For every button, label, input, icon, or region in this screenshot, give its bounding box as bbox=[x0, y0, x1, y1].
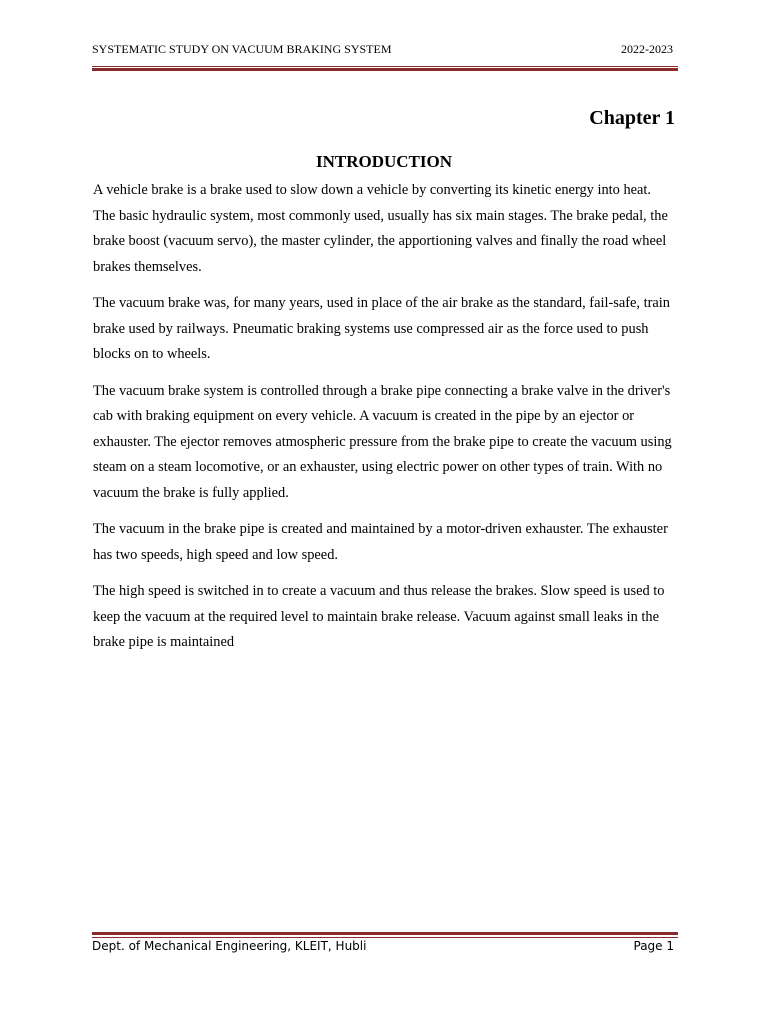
body-text bbox=[93, 178, 676, 667]
chapter-label: Chapter 1 bbox=[589, 107, 675, 129]
paragraph-4: The vacuum in the brake pipe is created and maintained by a motor-driven exhauster. The exhauster has two speeds, high speed and low speed. bbox=[93, 521, 668, 563]
paragraph-3: The vacuum brake system is controlled through a brake pipe connecting a brake valve in the driver's cab with braking equipment on every vehicle. A vacuum is created in the pipe by an ejector or exhauster. The ejector removes atmospheric pressure from the brake pipe to create the vacuum using steam on a steam locomotive, or an exhauster, using electric power on other types of train. With no vacuum the brake is fully applied. bbox=[93, 382, 672, 501]
header-title: SYSTEMATIC STUDY ON VACUUM BRAKING SYSTEM bbox=[92, 42, 392, 56]
page-number: Page 1 bbox=[633, 939, 674, 953]
footer-rule-thick bbox=[92, 932, 678, 935]
footer-rule-thin bbox=[92, 937, 678, 938]
page-footer bbox=[92, 939, 676, 957]
header-year: 2022-2023 bbox=[621, 42, 673, 56]
section-heading: INTRODUCTION bbox=[315, 152, 453, 171]
paragraph-1: A vehicle brake is a brake used to slow down a vehicle by converting its kinetic energy into heat. The basic hydraulic system, most commonly used, usually has six main stages. The brake pedal, the brake boost (vacuum servo), the master cylinder, the apportioning valves and finally the road wheel brakes themselves. bbox=[93, 182, 668, 275]
paragraph-5: The high speed is switched in to create a vacuum and thus release the brakes. Slow speed is used to keep the vacuum at the required level to maintain brake release. Vacuum against small leaks in the brake pipe is maintained bbox=[93, 583, 665, 650]
paragraph-2: The vacuum brake was, for many years, used in place of the air brake as the standard, fail-safe, train brake used by railways. Pneumatic braking systems use compressed air as the force used to push blocks on to wheels. bbox=[93, 295, 670, 362]
footer-department: Dept. of Mechanical Engineering, KLEIT, Hubli bbox=[92, 939, 367, 953]
header-rule-thick bbox=[92, 68, 678, 71]
header-rule-thin bbox=[92, 66, 678, 67]
page-header bbox=[92, 42, 676, 60]
